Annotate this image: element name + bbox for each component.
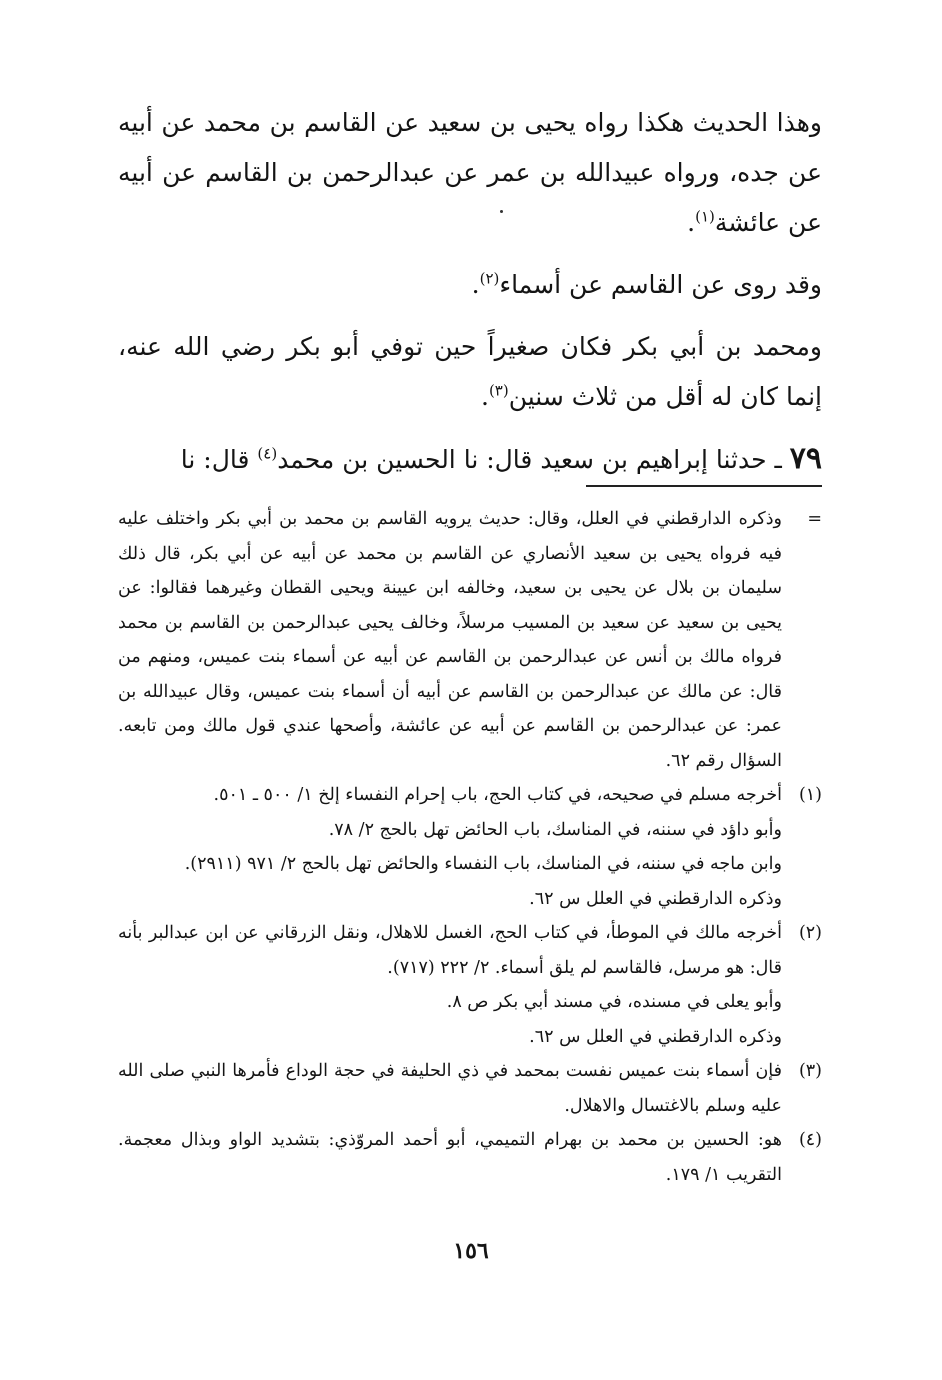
footnote-line: هو: الحسين بن محمد بن بهرام التميمي، أبو أحمد المروّذي: بتشديد الواو وبذال معجمة. التقريب ١/ ١٧٩. bbox=[118, 1130, 782, 1185]
paragraph-1-text: وهذا الحديث هكذا رواه يحيى بن سعيد عن القاسم بن محمد عن أبيه عن جده، ورواه عبيدالله بن عمر عن عبدالرحمن بن القاسم عن أبيه عن عائشة bbox=[118, 108, 822, 237]
footnote-ref-4[interactable]: (٤) bbox=[257, 444, 278, 463]
footnote-line: أخرجه مالك في الموطأ، في كتاب الحج، الغسل للاهلال، ونقل الزرقاني عن ابن عبدالبر بأنه قال: هو مرسل، فالقاسم لم يلق أسماء. ٢/ ٢٢٢ (٧١٧). bbox=[118, 923, 782, 978]
paragraph-3-text: ومحمد بن أبي بكر فكان صغيراً حين توفي أبو بكر رضي الله عنه، إنما كان له أقل من ثلاث سنين bbox=[118, 332, 822, 411]
footnote-line: وابن ماجه في سننه، في المناسك، باب النفساء والحائض تهل بالحج ٢/ ٩٧١ (٢٩١١). bbox=[184, 854, 782, 874]
footnote-text: وذكره الدارقطني في العلل، وقال: حديث يرويه القاسم بن محمد بن أبي بكر واختلف عليه فيه فرواه يحيى بن سعيد الأنصاري عن القاسم بن محمد عن أبيه عن أبي بكر، قال ذلك سليمان بن بلال عن يحيى بن سعيد، وخالفه ابن عيينة ويحيى القطان وغيرهما فقالوا: عن يحيى بن سعيد عن سعيد بن المسيب مرسلاً، وخالف يحيى عبدالرحمن بن القاسم بن محمد فرواه مالك بن أنس عن عبدالرحمن بن القاسم عن أبيه عن أسماء بنت عميس، ومنهم من قال: عن مالك عن عبدالرحمن بن القاسم عن أبيه أن أسماء بنت عميس، وقال عبيدالله بن عمر: عن عبدالرحمن بن القاسم عن أبيه عن عائشة، وأصحها عندي قول مالك ومن تابعه. السؤال رقم ٦٢. bbox=[118, 509, 782, 771]
footnote-marker: (٣) bbox=[798, 1061, 822, 1081]
hadith-paragraph bbox=[118, 434, 822, 485]
footnote-marker: (٢) bbox=[798, 923, 822, 943]
footnote-marker: (٤) bbox=[798, 1130, 822, 1150]
footnote-line: وأبو يعلى في مسنده، في مسند أبي بكر ص ٨. bbox=[446, 992, 782, 1012]
scan-speck bbox=[500, 210, 503, 213]
footnote-line: أخرجه مسلم في صحيحه، في كتاب الحج، باب إحرام النفساء إلخ ١/ ٥٠٠ ـ ٥٠١. bbox=[213, 785, 782, 805]
footnote-marker: (١) bbox=[798, 785, 822, 805]
hadith-text-end: قال: نا bbox=[180, 445, 250, 474]
footnote-marker: = bbox=[807, 509, 822, 529]
hadith-number: ٧٩ bbox=[789, 441, 822, 476]
footnotes bbox=[118, 502, 822, 1192]
footnote-2 bbox=[118, 916, 822, 1054]
paragraph-2: وقد روى عن القاسم عن أسماء$^{(٢)}$. bbox=[471, 269, 822, 299]
main-text bbox=[118, 98, 822, 497]
footnote-1 bbox=[118, 778, 822, 916]
paragraph-2-text: وقد روى عن القاسم عن أسماء bbox=[499, 270, 822, 299]
footnote-line: وذكره الدارقطني في العلل س ٦٢. bbox=[529, 1026, 782, 1047]
paragraph-1: وهذا الحديث هكذا رواه يحيى بن سعيد عن القاسم بن محمد عن أبيه عن جده، ورواه عبيدالله بن عمر عن عبدالرحمن بن القاسم عن أبيه عن عائشة$^{(١)}$. bbox=[118, 108, 822, 237]
hadith-text: ـ حدثنا إبراهيم بن سعيد قال: نا الحسين بن محمد bbox=[277, 445, 782, 474]
footnote-ref-3[interactable]: (٣) bbox=[488, 381, 509, 400]
footnote-line: فإن أسماء بنت عميس نفست بمحمد في ذي الحليفة في حجة الوداع فأمرها النبي صلى الله عليه وسلم بالاغتسال والاهلال. bbox=[118, 1061, 782, 1116]
footnote-3 bbox=[118, 1054, 822, 1123]
page-number: ١٥٦ bbox=[453, 1238, 489, 1264]
footnote-ref-1[interactable]: (١) bbox=[695, 207, 715, 226]
footnote-line: وذكره الدارقطني في العلل س ٦٢. bbox=[529, 888, 782, 909]
footnote-line: وأبو داؤد في سننه، في المناسك، باب الحائض تهل بالحج ٢/ ٧٨. bbox=[328, 819, 782, 840]
footnote-4 bbox=[118, 1123, 822, 1192]
paragraph-3: ومحمد بن أبي بكر فكان صغيراً حين توفي أبو بكر رضي الله عنه، إنما كان له أقل من ثلاث سنين$^{(٣)}$. bbox=[118, 332, 822, 411]
footnote-separator bbox=[586, 485, 822, 487]
footnote-continuation bbox=[118, 502, 822, 778]
footnote-ref-2[interactable]: (٢) bbox=[479, 269, 500, 288]
